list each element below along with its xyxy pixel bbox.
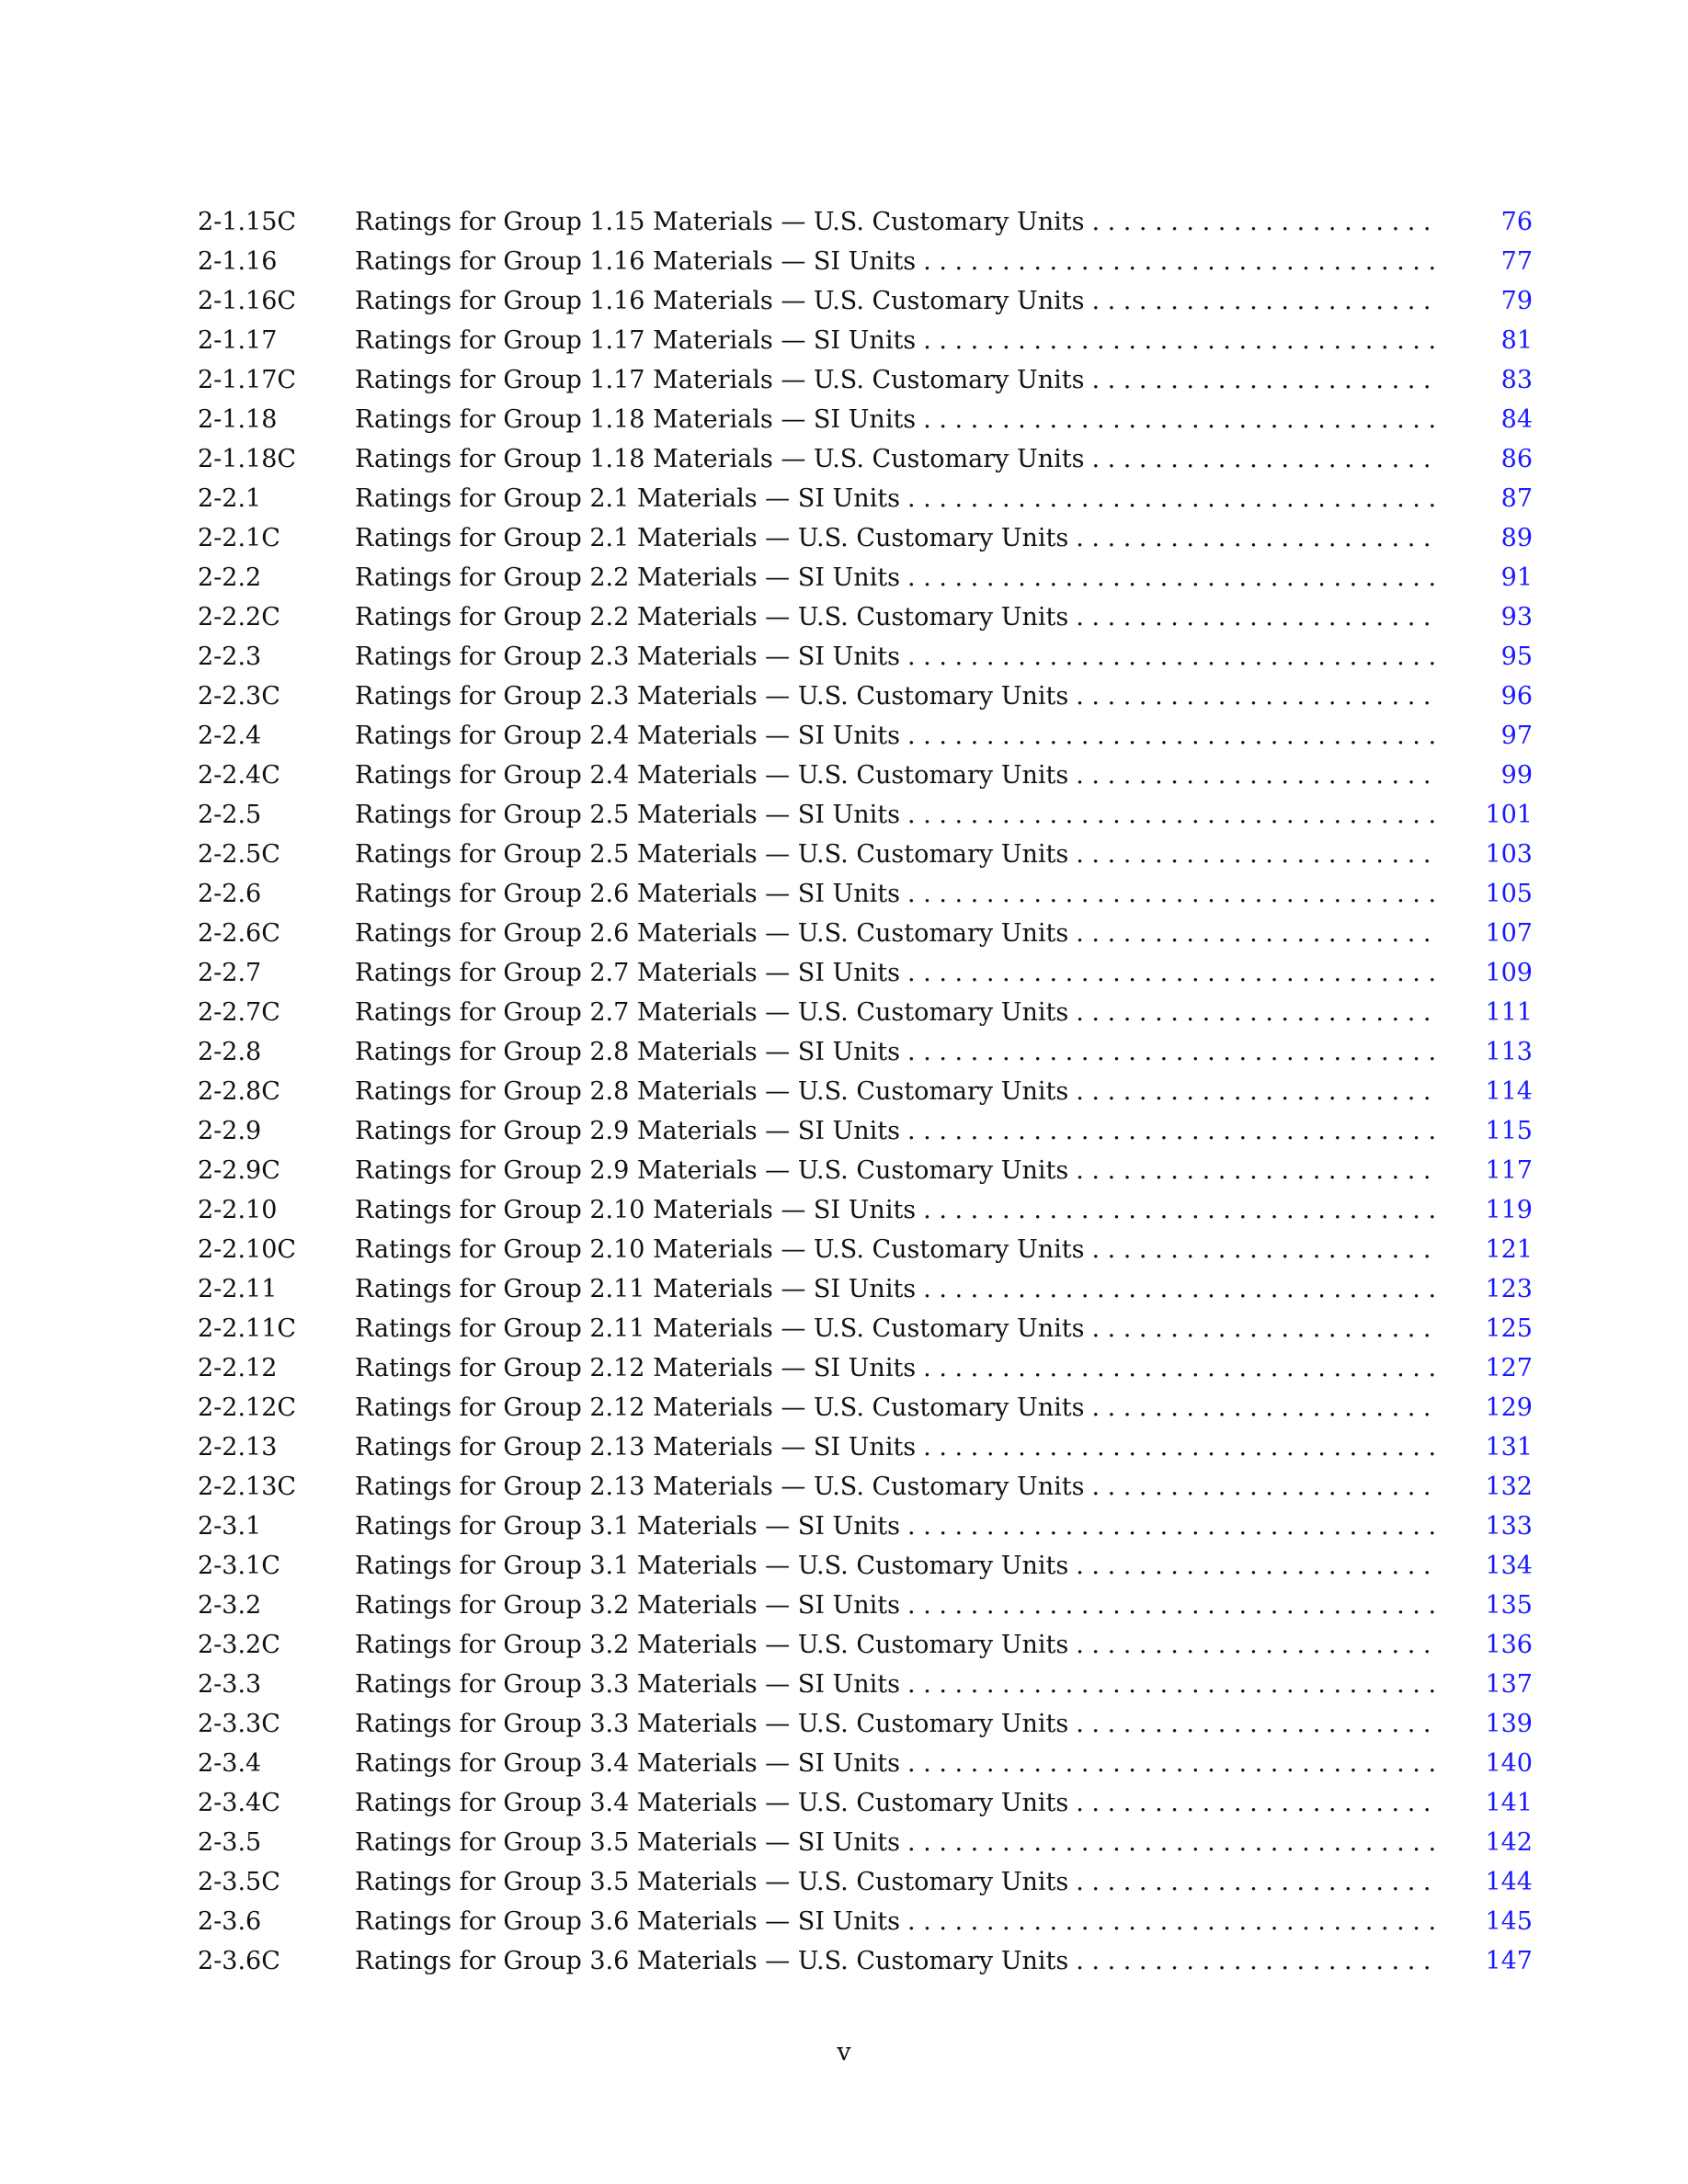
toc-entry-number: 2-3.1 bbox=[198, 1512, 262, 1541]
toc-entry[interactable] bbox=[198, 716, 1533, 756]
toc-page-link[interactable]: 117 bbox=[1485, 1156, 1533, 1185]
toc-entry-title-wrap bbox=[355, 756, 1435, 795]
toc-dot-leader bbox=[1076, 835, 1435, 874]
toc-page-link[interactable]: 111 bbox=[1485, 998, 1533, 1027]
toc-page-link[interactable]: 140 bbox=[1485, 1749, 1533, 1778]
toc-entry[interactable] bbox=[198, 1428, 1533, 1467]
toc-entry[interactable] bbox=[198, 637, 1533, 677]
toc-entry-title-wrap bbox=[355, 1625, 1435, 1665]
toc-entry-title: Ratings for Group 3.6 Materials — SI Units bbox=[355, 1902, 907, 1941]
toc-entry[interactable] bbox=[198, 1744, 1533, 1783]
toc-entry-number: 2-3.6 bbox=[198, 1907, 262, 1936]
toc-entry[interactable] bbox=[198, 479, 1533, 518]
toc-entry-title-wrap bbox=[355, 1467, 1435, 1507]
toc-entry[interactable] bbox=[198, 281, 1533, 321]
toc-dot-leader bbox=[907, 795, 1435, 835]
toc-dot-leader bbox=[907, 1507, 1435, 1546]
toc-page-link[interactable]: 89 bbox=[1500, 524, 1533, 552]
toc-list bbox=[198, 202, 1533, 1981]
toc-entry[interactable] bbox=[198, 1546, 1533, 1586]
toc-entry-title: Ratings for Group 2.6 Materials — U.S. Customary Units bbox=[355, 914, 1076, 953]
toc-page-link[interactable]: 129 bbox=[1485, 1393, 1533, 1422]
toc-entry-number: 2-2.7C bbox=[198, 998, 280, 1027]
toc-dot-leader bbox=[1076, 597, 1435, 637]
toc-entry-number: 2-2.2 bbox=[198, 563, 262, 592]
toc-dot-leader bbox=[923, 242, 1435, 281]
toc-entry[interactable] bbox=[198, 1230, 1533, 1269]
toc-entry-number: 2-2.9 bbox=[198, 1117, 262, 1145]
toc-page-link[interactable]: 109 bbox=[1485, 959, 1533, 987]
toc-entry[interactable] bbox=[198, 1309, 1533, 1348]
toc-entry-title-wrap bbox=[355, 1151, 1435, 1190]
toc-dot-leader bbox=[907, 1744, 1435, 1783]
toc-entry[interactable] bbox=[198, 795, 1533, 835]
toc-entry-number: 2-2.4C bbox=[198, 761, 280, 790]
toc-page-link[interactable]: 147 bbox=[1485, 1947, 1533, 1975]
toc-entry-number: 2-2.13C bbox=[198, 1473, 297, 1501]
toc-entry-number: 2-1.16 bbox=[198, 247, 278, 276]
toc-page-link[interactable]: 135 bbox=[1485, 1591, 1533, 1620]
toc-entry-title: Ratings for Group 2.6 Materials — SI Units bbox=[355, 874, 907, 914]
toc-entry-title: Ratings for Group 2.9 Materials — U.S. Customary Units bbox=[355, 1151, 1076, 1190]
toc-entry-number: 2-2.5 bbox=[198, 801, 262, 829]
toc-entry-title-wrap bbox=[355, 677, 1435, 716]
toc-page-link[interactable]: 125 bbox=[1485, 1314, 1533, 1343]
toc-entry-title-wrap bbox=[355, 1704, 1435, 1744]
toc-entry-title-wrap bbox=[355, 637, 1435, 677]
toc-entry-title: Ratings for Group 3.3 Materials — SI Units bbox=[355, 1665, 907, 1704]
toc-entry-title: Ratings for Group 1.17 Materials — SI Units bbox=[355, 321, 923, 360]
toc-dot-leader bbox=[907, 874, 1435, 914]
toc-entry[interactable] bbox=[198, 677, 1533, 716]
toc-dot-leader bbox=[1091, 1309, 1435, 1348]
toc-entry[interactable] bbox=[198, 756, 1533, 795]
toc-entry-title-wrap bbox=[355, 1941, 1435, 1981]
toc-entry-number: 2-3.6C bbox=[198, 1947, 280, 1975]
toc-entry-number: 2-3.1C bbox=[198, 1552, 280, 1580]
toc-entry[interactable] bbox=[198, 1704, 1533, 1744]
toc-dot-leader bbox=[907, 1823, 1435, 1862]
toc-page-link[interactable]: 81 bbox=[1500, 326, 1533, 355]
toc-page-link[interactable]: 76 bbox=[1500, 208, 1533, 236]
toc-entry-title: Ratings for Group 3.4 Materials — SI Units bbox=[355, 1744, 907, 1783]
toc-entry-number: 2-3.2 bbox=[198, 1591, 262, 1620]
toc-dot-leader bbox=[907, 716, 1435, 756]
toc-entry-number: 2-2.13 bbox=[198, 1433, 278, 1462]
toc-dot-leader bbox=[923, 1190, 1435, 1230]
toc-page-link[interactable]: 121 bbox=[1485, 1235, 1533, 1264]
toc-entry-number: 2-2.3C bbox=[198, 682, 280, 711]
toc-entry-title-wrap bbox=[355, 281, 1435, 321]
toc-entry-title-wrap bbox=[355, 439, 1435, 479]
toc-entry[interactable] bbox=[198, 1388, 1533, 1428]
toc-entry-title-wrap bbox=[355, 993, 1435, 1032]
toc-entry-title-wrap bbox=[355, 1388, 1435, 1428]
toc-entry[interactable] bbox=[198, 1467, 1533, 1507]
toc-entry-number: 2-3.3 bbox=[198, 1670, 262, 1699]
toc-page-link[interactable]: 103 bbox=[1485, 840, 1533, 869]
toc-entry-title: Ratings for Group 2.12 Materials — U.S. Customary Units bbox=[355, 1388, 1091, 1428]
toc-entry[interactable] bbox=[198, 1269, 1533, 1309]
toc-entry-number: 2-1.15C bbox=[198, 208, 297, 236]
toc-page-link[interactable]: 132 bbox=[1485, 1473, 1533, 1501]
toc-entry-number: 2-2.11C bbox=[198, 1314, 297, 1343]
toc-entry-title: Ratings for Group 3.1 Materials — U.S. Customary Units bbox=[355, 1546, 1076, 1586]
toc-entry[interactable] bbox=[198, 1111, 1533, 1151]
toc-page-link[interactable]: 91 bbox=[1500, 563, 1533, 592]
toc-entry-number: 2-2.1 bbox=[198, 484, 262, 513]
toc-entry-title-wrap bbox=[355, 1507, 1435, 1546]
toc-entry-title: Ratings for Group 3.2 Materials — SI Units bbox=[355, 1586, 907, 1625]
toc-page-link[interactable]: 142 bbox=[1485, 1828, 1533, 1857]
toc-entry-title-wrap bbox=[355, 1862, 1435, 1902]
toc-entry-title-wrap bbox=[355, 874, 1435, 914]
toc-entry-title-wrap bbox=[355, 835, 1435, 874]
toc-dot-leader bbox=[907, 953, 1435, 993]
toc-entry-number: 2-2.10 bbox=[198, 1196, 278, 1224]
toc-entry-title-wrap bbox=[355, 1902, 1435, 1941]
toc-dot-leader bbox=[923, 1269, 1435, 1309]
toc-entry-title: Ratings for Group 2.13 Materials — SI Units bbox=[355, 1428, 923, 1467]
toc-entry[interactable] bbox=[198, 1902, 1533, 1941]
toc-entry-number: 2-2.5C bbox=[198, 840, 280, 869]
toc-entry-title: Ratings for Group 2.8 Materials — U.S. Customary Units bbox=[355, 1072, 1076, 1111]
toc-entry[interactable] bbox=[198, 1783, 1533, 1823]
toc-entry[interactable] bbox=[198, 518, 1533, 558]
toc-page-link[interactable]: 101 bbox=[1485, 801, 1533, 829]
toc-entry-title: Ratings for Group 3.1 Materials — SI Units bbox=[355, 1507, 907, 1546]
toc-entry-title-wrap bbox=[355, 1744, 1435, 1783]
toc-entry-title: Ratings for Group 2.3 Materials — SI Units bbox=[355, 637, 907, 677]
toc-entry-title: Ratings for Group 2.1 Materials — SI Units bbox=[355, 479, 907, 518]
toc-page-link[interactable]: 96 bbox=[1500, 682, 1533, 711]
toc-entry-title-wrap bbox=[355, 597, 1435, 637]
toc-entry-number: 2-2.6C bbox=[198, 919, 280, 948]
toc-dot-leader bbox=[923, 321, 1435, 360]
toc-entry[interactable] bbox=[198, 835, 1533, 874]
toc-entry-title: Ratings for Group 3.6 Materials — U.S. Customary Units bbox=[355, 1941, 1076, 1981]
toc-entry-title-wrap bbox=[355, 1348, 1435, 1388]
toc-page-link[interactable]: 131 bbox=[1485, 1433, 1533, 1462]
toc-dot-leader bbox=[907, 558, 1435, 597]
toc-dot-leader bbox=[1091, 1388, 1435, 1428]
toc-entry-number: 2-3.2C bbox=[198, 1631, 280, 1659]
toc-entry-title: Ratings for Group 1.18 Materials — U.S. Customary Units bbox=[355, 439, 1091, 479]
toc-entry[interactable] bbox=[198, 1151, 1533, 1190]
toc-dot-leader bbox=[1091, 360, 1435, 400]
toc-dot-leader bbox=[1091, 1467, 1435, 1507]
toc-entry-number: 2-2.10C bbox=[198, 1235, 297, 1264]
toc-dot-leader bbox=[907, 1902, 1435, 1941]
toc-page-link[interactable]: 84 bbox=[1500, 405, 1533, 434]
toc-page-link[interactable]: 95 bbox=[1500, 643, 1533, 671]
toc-entry-title-wrap bbox=[355, 1428, 1435, 1467]
toc-entry-number: 2-2.12 bbox=[198, 1354, 278, 1382]
toc-page-link[interactable]: 136 bbox=[1485, 1631, 1533, 1659]
toc-entry-title: Ratings for Group 2.8 Materials — SI Units bbox=[355, 1032, 907, 1072]
toc-entry-number: 2-2.8 bbox=[198, 1038, 262, 1066]
toc-entry-title: Ratings for Group 2.2 Materials — SI Units bbox=[355, 558, 907, 597]
toc-entry-title: Ratings for Group 2.5 Materials — SI Units bbox=[355, 795, 907, 835]
toc-entry-number: 2-3.4C bbox=[198, 1789, 280, 1817]
toc-entry[interactable] bbox=[198, 1625, 1533, 1665]
toc-page-link[interactable]: 123 bbox=[1485, 1275, 1533, 1303]
toc-entry-title: Ratings for Group 1.17 Materials — U.S. Customary Units bbox=[355, 360, 1091, 400]
toc-entry-title: Ratings for Group 2.12 Materials — SI Units bbox=[355, 1348, 923, 1388]
toc-entry-number: 2-1.18C bbox=[198, 445, 297, 473]
toc-entry-title: Ratings for Group 3.4 Materials — U.S. Customary Units bbox=[355, 1783, 1076, 1823]
toc-entry-title: Ratings for Group 1.15 Materials — U.S. Customary Units bbox=[355, 202, 1091, 242]
toc-entry-title: Ratings for Group 2.11 Materials — SI Units bbox=[355, 1269, 923, 1309]
toc-dot-leader bbox=[1076, 914, 1435, 953]
toc-entry-title: Ratings for Group 2.5 Materials — U.S. Customary Units bbox=[355, 835, 1076, 874]
toc-entry-title: Ratings for Group 3.2 Materials — U.S. Customary Units bbox=[355, 1625, 1076, 1665]
toc-entry-number: 2-1.16C bbox=[198, 287, 297, 315]
toc-entry-number: 2-2.9C bbox=[198, 1156, 280, 1185]
toc-entry-number: 2-2.7 bbox=[198, 959, 262, 987]
toc-page-link[interactable]: 105 bbox=[1485, 880, 1533, 908]
toc-entry-number: 2-2.8C bbox=[198, 1077, 280, 1106]
toc-entry-number: 2-2.11 bbox=[198, 1275, 278, 1303]
toc-entry-title-wrap bbox=[355, 1823, 1435, 1862]
toc-dot-leader bbox=[1091, 202, 1435, 242]
toc-entry-title-wrap bbox=[355, 716, 1435, 756]
toc-entry[interactable] bbox=[198, 439, 1533, 479]
toc-entry-title-wrap bbox=[355, 1230, 1435, 1269]
toc-entry-title: Ratings for Group 2.1 Materials — U.S. Customary Units bbox=[355, 518, 1076, 558]
toc-entry-title-wrap bbox=[355, 242, 1435, 281]
toc-entry-title: Ratings for Group 2.3 Materials — U.S. Customary Units bbox=[355, 677, 1076, 716]
toc-entry-number: 2-3.5 bbox=[198, 1828, 262, 1857]
toc-page-link[interactable]: 77 bbox=[1500, 247, 1533, 276]
toc-entry[interactable] bbox=[198, 558, 1533, 597]
toc-entry-title-wrap bbox=[355, 558, 1435, 597]
toc-dot-leader bbox=[1076, 1625, 1435, 1665]
toc-page-link[interactable]: 107 bbox=[1485, 919, 1533, 948]
toc-entry-number: 2-1.17C bbox=[198, 366, 297, 394]
toc-entry[interactable] bbox=[198, 1507, 1533, 1546]
toc-page-link[interactable]: 86 bbox=[1500, 445, 1533, 473]
toc-entry[interactable] bbox=[198, 1586, 1533, 1625]
toc-entry[interactable] bbox=[198, 1190, 1533, 1230]
toc-dot-leader bbox=[1076, 1783, 1435, 1823]
toc-dot-leader bbox=[907, 1111, 1435, 1151]
toc-entry-title-wrap bbox=[355, 1546, 1435, 1586]
toc-entry-number: 2-2.4 bbox=[198, 722, 262, 750]
toc-entry-title-wrap bbox=[355, 1032, 1435, 1072]
toc-page-link[interactable]: 139 bbox=[1485, 1710, 1533, 1738]
toc-entry-title-wrap bbox=[355, 1269, 1435, 1309]
toc-entry-title: Ratings for Group 1.18 Materials — SI Units bbox=[355, 400, 923, 439]
toc-entry[interactable] bbox=[198, 993, 1533, 1032]
toc-entry-number: 2-2.3 bbox=[198, 643, 262, 671]
toc-dot-leader bbox=[1076, 756, 1435, 795]
toc-entry-title: Ratings for Group 1.16 Materials — SI Units bbox=[355, 242, 923, 281]
toc-entry-title-wrap bbox=[355, 202, 1435, 242]
toc-entry-title-wrap bbox=[355, 1072, 1435, 1111]
toc-dot-leader bbox=[907, 479, 1435, 518]
toc-page-link[interactable]: 83 bbox=[1500, 366, 1533, 394]
toc-dot-leader bbox=[1076, 518, 1435, 558]
toc-entry-number: 2-3.4 bbox=[198, 1749, 262, 1778]
toc-entry-title-wrap bbox=[355, 1783, 1435, 1823]
toc-page-link[interactable]: 115 bbox=[1485, 1117, 1533, 1145]
toc-entry-title: Ratings for Group 3.5 Materials — SI Units bbox=[355, 1823, 907, 1862]
toc-entry-title-wrap bbox=[355, 518, 1435, 558]
toc-page-link[interactable]: 97 bbox=[1500, 722, 1533, 750]
toc-entry[interactable] bbox=[198, 597, 1533, 637]
toc-entry[interactable] bbox=[198, 360, 1533, 400]
toc-entry[interactable] bbox=[198, 400, 1533, 439]
toc-entry-title: Ratings for Group 2.7 Materials — SI Units bbox=[355, 953, 907, 993]
toc-entry-title-wrap bbox=[355, 479, 1435, 518]
toc-dot-leader bbox=[1076, 1546, 1435, 1586]
toc-entry-number: 2-2.6 bbox=[198, 880, 262, 908]
toc-entry[interactable] bbox=[198, 1823, 1533, 1862]
toc-page-link[interactable]: 79 bbox=[1500, 287, 1533, 315]
toc-dot-leader bbox=[907, 1665, 1435, 1704]
toc-entry-title-wrap bbox=[355, 360, 1435, 400]
toc-page-link[interactable]: 87 bbox=[1500, 484, 1533, 513]
toc-entry-title: Ratings for Group 2.4 Materials — SI Units bbox=[355, 716, 907, 756]
toc-dot-leader bbox=[1076, 1704, 1435, 1744]
toc-entry-number: 2-1.17 bbox=[198, 326, 278, 355]
toc-entry-title: Ratings for Group 2.4 Materials — U.S. Customary Units bbox=[355, 756, 1076, 795]
toc-page-link[interactable]: 113 bbox=[1485, 1038, 1533, 1066]
toc-entry[interactable] bbox=[198, 321, 1533, 360]
toc-dot-leader bbox=[1076, 1862, 1435, 1902]
toc-entry[interactable] bbox=[198, 874, 1533, 914]
toc-entry-number: 2-2.1C bbox=[198, 524, 280, 552]
toc-page-link[interactable]: 145 bbox=[1485, 1907, 1533, 1936]
toc-entry[interactable] bbox=[198, 1862, 1533, 1902]
toc-entry-title-wrap bbox=[355, 1586, 1435, 1625]
toc-entry-title: Ratings for Group 3.5 Materials — U.S. Customary Units bbox=[355, 1862, 1076, 1902]
toc-page-link[interactable]: 127 bbox=[1485, 1354, 1533, 1382]
toc-dot-leader bbox=[1076, 677, 1435, 716]
toc-entry[interactable] bbox=[198, 1941, 1533, 1981]
toc-page-link[interactable]: 137 bbox=[1485, 1670, 1533, 1699]
toc-dot-leader bbox=[907, 1586, 1435, 1625]
toc-dot-leader bbox=[1091, 439, 1435, 479]
toc-page-link[interactable]: 134 bbox=[1485, 1552, 1533, 1580]
toc-entry-title: Ratings for Group 3.3 Materials — U.S. Customary Units bbox=[355, 1704, 1076, 1744]
toc-page-link[interactable]: 119 bbox=[1485, 1196, 1533, 1224]
toc-entry[interactable] bbox=[198, 242, 1533, 281]
toc-entry-title-wrap bbox=[355, 1190, 1435, 1230]
toc-entry-title-wrap bbox=[355, 321, 1435, 360]
toc-dot-leader bbox=[1091, 1230, 1435, 1269]
toc-page-link[interactable]: 93 bbox=[1500, 603, 1533, 631]
toc-entry-title-wrap bbox=[355, 1665, 1435, 1704]
toc-entry[interactable] bbox=[198, 202, 1533, 242]
toc-entry-number: 2-2.12C bbox=[198, 1393, 297, 1422]
toc-entry-title: Ratings for Group 2.7 Materials — U.S. Customary Units bbox=[355, 993, 1076, 1032]
toc-entry-title: Ratings for Group 2.11 Materials — U.S. Customary Units bbox=[355, 1309, 1091, 1348]
toc-page-link[interactable]: 114 bbox=[1485, 1077, 1533, 1106]
toc-page-link[interactable]: 144 bbox=[1485, 1868, 1533, 1896]
toc-dot-leader bbox=[923, 1428, 1435, 1467]
toc-page-link[interactable]: 133 bbox=[1485, 1512, 1533, 1541]
toc-dot-leader bbox=[1076, 993, 1435, 1032]
toc-entry-number: 2-3.5C bbox=[198, 1868, 280, 1896]
toc-entry-title: Ratings for Group 2.9 Materials — SI Units bbox=[355, 1111, 907, 1151]
toc-dot-leader bbox=[1076, 1072, 1435, 1111]
toc-entry-number: 2-2.2C bbox=[198, 603, 280, 631]
toc-entry-title: Ratings for Group 2.2 Materials — U.S. Customary Units bbox=[355, 597, 1076, 637]
toc-entry-number: 2-1.18 bbox=[198, 405, 278, 434]
toc-entry-title: Ratings for Group 1.16 Materials — U.S. Customary Units bbox=[355, 281, 1091, 321]
toc-dot-leader bbox=[907, 1032, 1435, 1072]
toc-entry-title-wrap bbox=[355, 1111, 1435, 1151]
toc-entry[interactable] bbox=[198, 1348, 1533, 1388]
toc-entry-title: Ratings for Group 2.10 Materials — SI Units bbox=[355, 1190, 923, 1230]
toc-dot-leader bbox=[1076, 1941, 1435, 1981]
toc-dot-leader bbox=[907, 637, 1435, 677]
toc-page-link[interactable]: 99 bbox=[1500, 761, 1533, 790]
toc-entry-title: Ratings for Group 2.10 Materials — U.S. Customary Units bbox=[355, 1230, 1091, 1269]
toc-page-link[interactable]: 141 bbox=[1485, 1789, 1533, 1817]
toc-entry-number: 2-3.3C bbox=[198, 1710, 280, 1738]
toc-entry-title-wrap bbox=[355, 795, 1435, 835]
toc-dot-leader bbox=[1076, 1151, 1435, 1190]
toc-entry[interactable] bbox=[198, 1665, 1533, 1704]
toc-entry-title-wrap bbox=[355, 400, 1435, 439]
toc-entry[interactable] bbox=[198, 914, 1533, 953]
toc-entry-title: Ratings for Group 2.13 Materials — U.S. Customary Units bbox=[355, 1467, 1091, 1507]
toc-dot-leader bbox=[923, 400, 1435, 439]
toc-entry-title-wrap bbox=[355, 953, 1435, 993]
page-number: v bbox=[837, 2038, 851, 2066]
toc-entry[interactable] bbox=[198, 1032, 1533, 1072]
toc-entry-title-wrap bbox=[355, 1309, 1435, 1348]
toc-dot-leader bbox=[1091, 281, 1435, 321]
toc-dot-leader bbox=[923, 1348, 1435, 1388]
toc-entry[interactable] bbox=[198, 953, 1533, 993]
toc-entry-title-wrap bbox=[355, 914, 1435, 953]
toc-entry[interactable] bbox=[198, 1072, 1533, 1111]
